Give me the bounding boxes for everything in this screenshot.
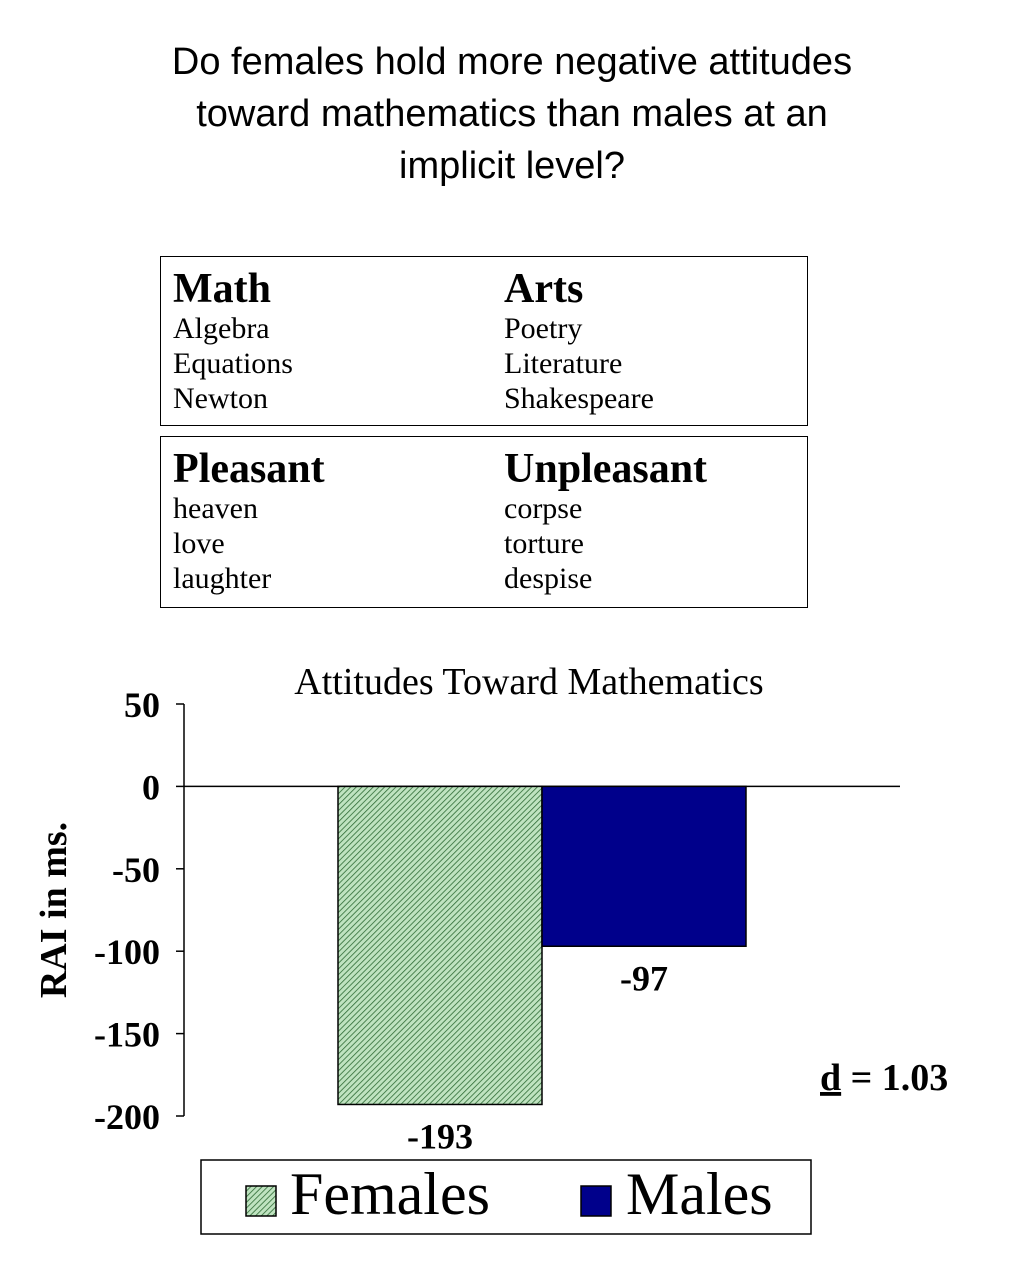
- legend-swatch-females: [246, 1186, 276, 1216]
- arts-heading: Arts: [504, 266, 584, 312]
- effect-size-value: = 1.03: [841, 1057, 949, 1099]
- y-tick-label: -150: [94, 1014, 160, 1055]
- pleasant-column: [173, 447, 325, 596]
- unpleasant-column: [504, 447, 707, 596]
- arts-word: Literature: [504, 347, 623, 380]
- legend-label-females: Females: [290, 1161, 490, 1227]
- arts-column: [504, 267, 654, 416]
- title-line-3: implicit level?: [399, 145, 625, 187]
- unpleasant-word: corpse: [504, 492, 583, 525]
- unpleasant-word: torture: [504, 527, 584, 560]
- y-tick-label: -50: [112, 849, 160, 890]
- y-tick-label: 0: [142, 767, 160, 808]
- attribute-words-box: [160, 436, 808, 608]
- math-word: Equations: [173, 347, 293, 380]
- legend-swatch-males: [581, 1186, 611, 1216]
- pleasant-heading: Pleasant: [173, 446, 325, 492]
- unpleasant-word: despise: [504, 562, 593, 595]
- data-label-females: -193: [407, 1116, 473, 1157]
- math-heading: Math: [173, 266, 271, 312]
- effect-size-symbol: d: [820, 1057, 842, 1099]
- y-tick-label: -200: [94, 1097, 160, 1137]
- effect-size-label: [820, 1057, 948, 1099]
- bar-males: [542, 786, 746, 946]
- unpleasant-heading: Unpleasant: [504, 446, 708, 492]
- bars: [338, 786, 746, 1104]
- title-line-1: Do females hold more negative attitudes: [171, 41, 853, 83]
- legend-label-males: Males: [626, 1161, 773, 1227]
- pleasant-word: laughter: [173, 562, 272, 595]
- category-words-box: [160, 256, 808, 426]
- y-axis-title: RAI in ms.: [33, 821, 75, 999]
- y-tick-label: -100: [94, 932, 160, 973]
- bar-chart: [0, 640, 1024, 1260]
- y-tick-label: 50: [124, 685, 160, 725]
- math-word: Algebra: [173, 312, 270, 345]
- data-label-males: -97: [620, 958, 668, 999]
- pleasant-word: love: [173, 527, 225, 560]
- title-line-2: toward mathematics than males at an: [196, 93, 828, 135]
- bar-females: [338, 786, 542, 1104]
- math-word: Newton: [173, 382, 268, 415]
- arts-word: Shakespeare: [504, 382, 654, 415]
- chart-title: Attitudes Toward Mathematics: [294, 661, 764, 703]
- math-column: [173, 267, 293, 416]
- pleasant-word: heaven: [173, 492, 258, 525]
- slide-title: [112, 36, 912, 192]
- arts-word: Poetry: [504, 312, 583, 345]
